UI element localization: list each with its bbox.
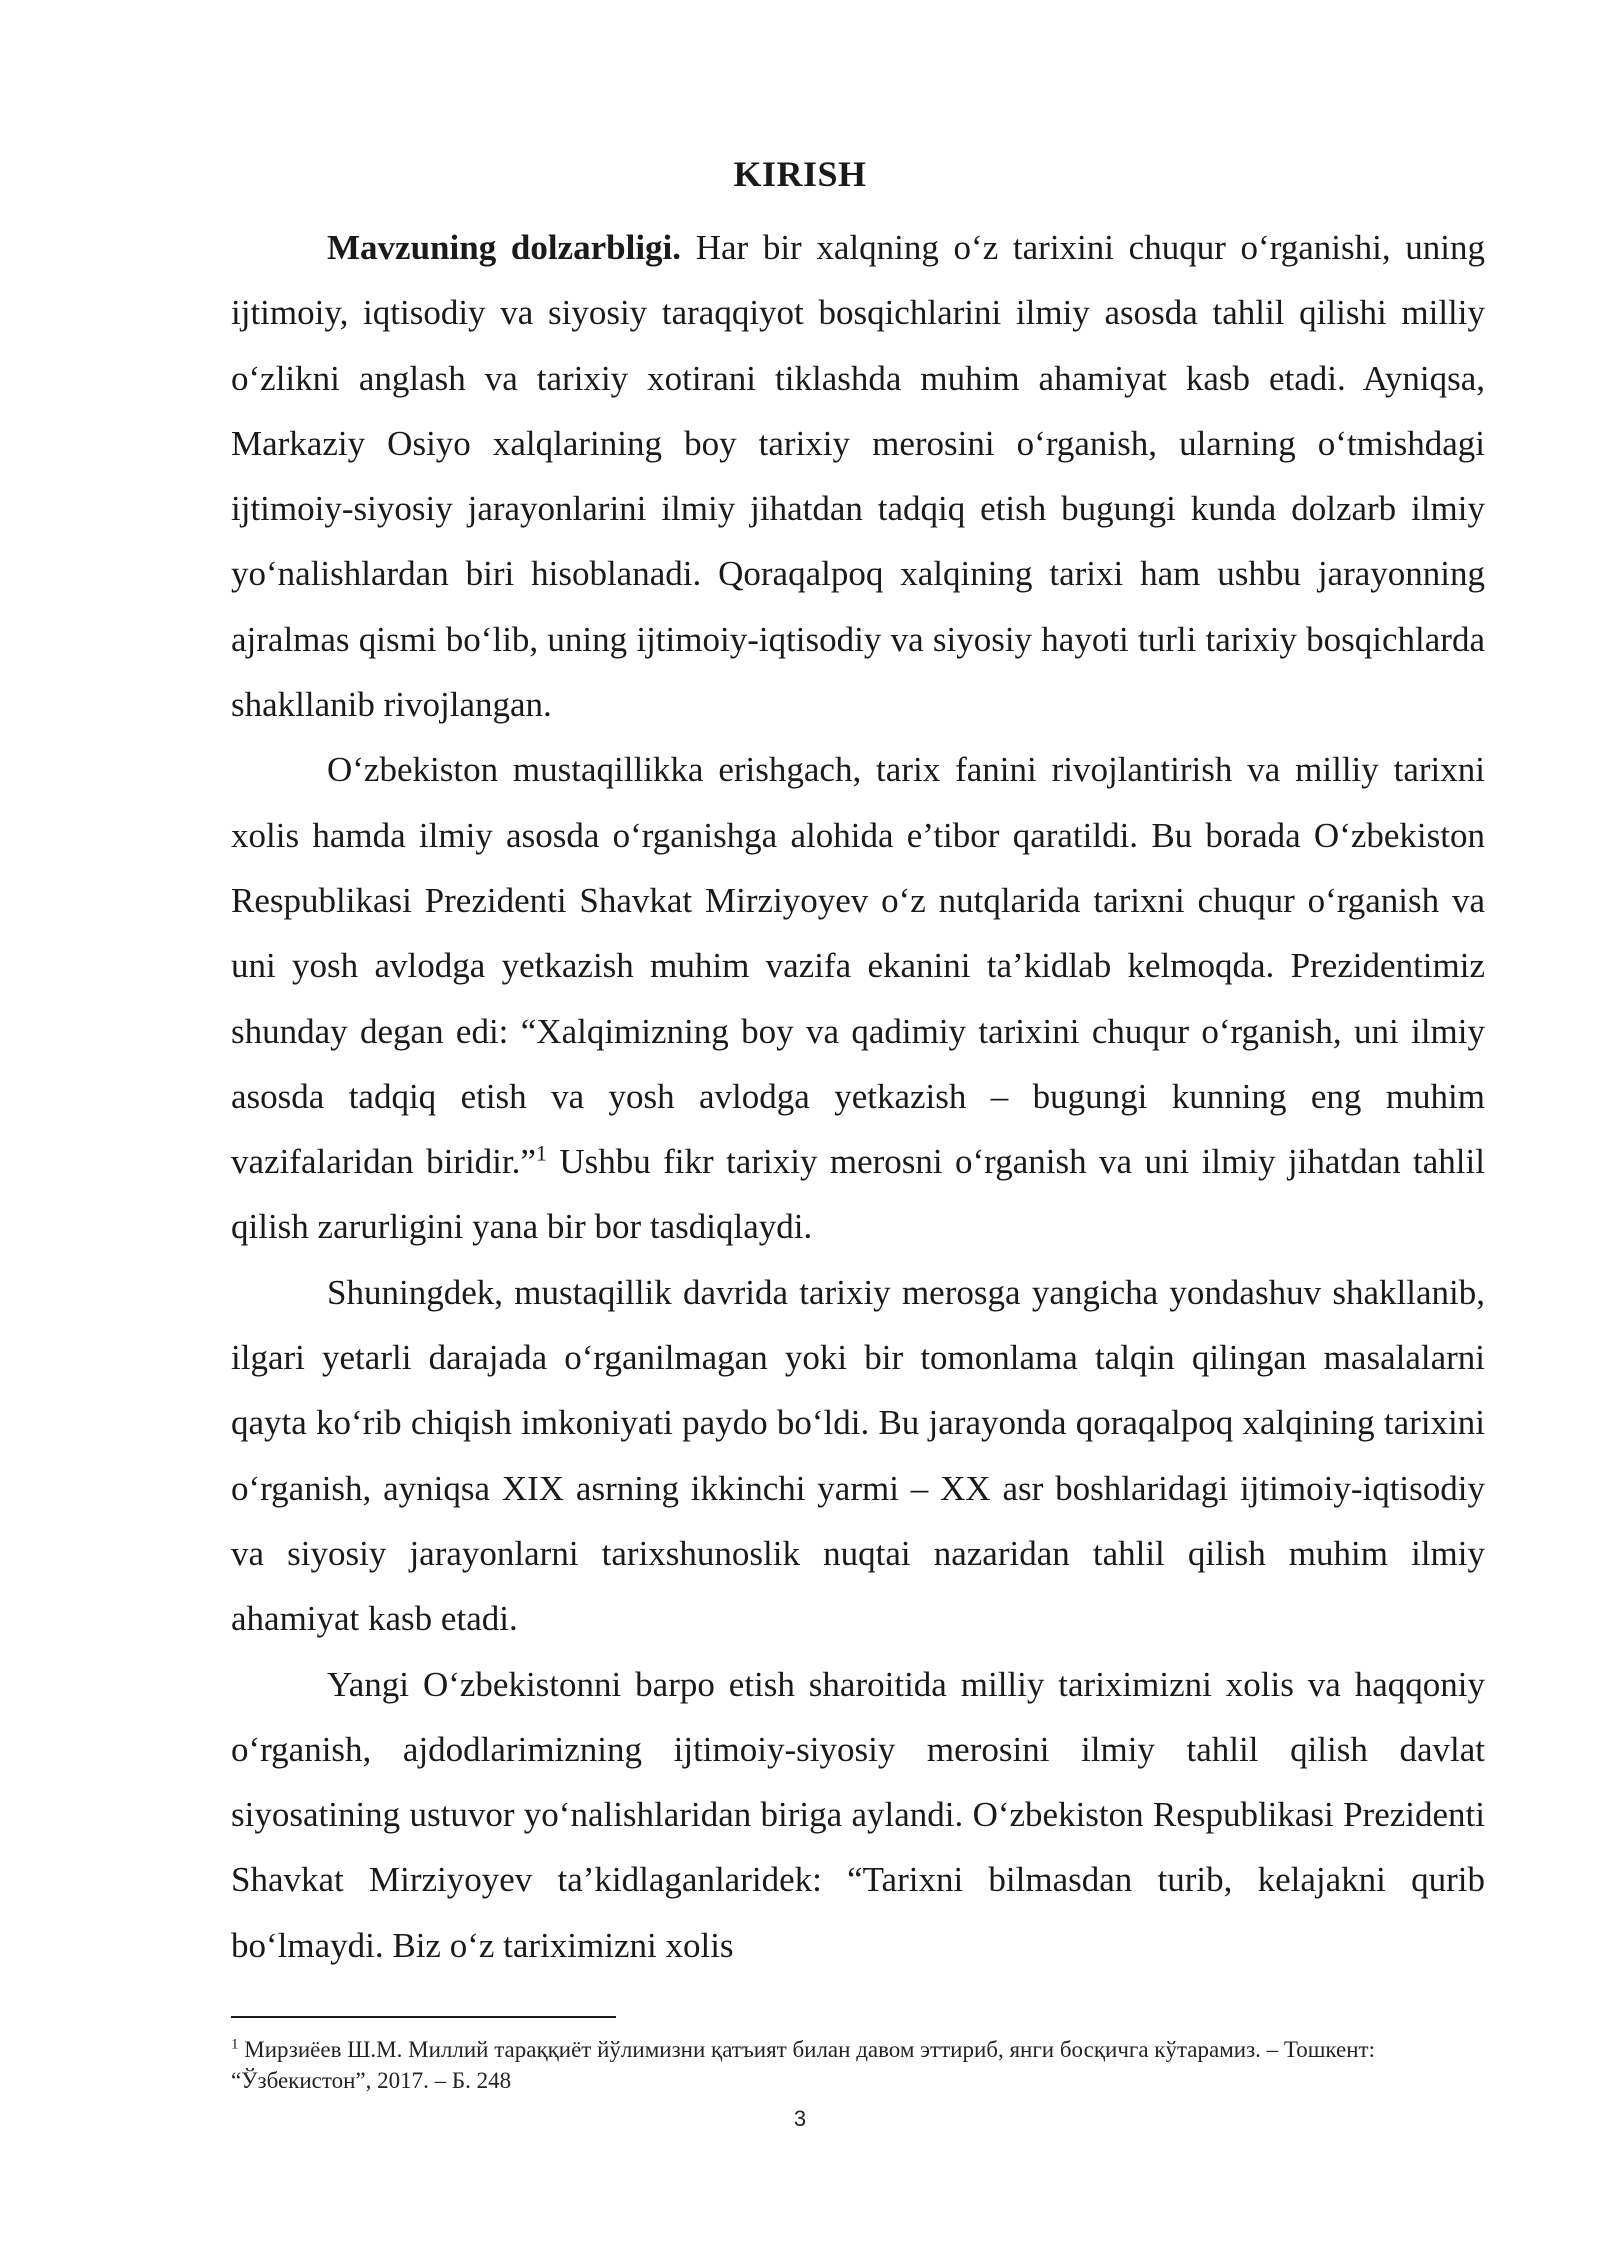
- paragraph-lead: Mavzuning dolzarbligi.: [327, 228, 682, 267]
- paragraph-text: Har bir xalqning o‘z tarixini chuqur o‘rganishi, uning ijtimoiy, iqtisodiy va siyosiy taraqqiyot bosqichlarini ilmiy asosda tahlil qilishi milliy o‘zlikni anglash va tarixiy xotirani tiklashda muhim ahamiyat kasb etadi. Ayniqsa, Markaziy Osiyo xalqlarining boy tarixiy merosini o‘rganish, ularning o‘tmishdagi ijtimoiy-siyosiy jarayonlarini ilmiy jihatdan tadqiq etish bugungi kunda dolzarb ilmiy yo‘nalishlardan biri hisoblanadi. Qoraqalpoq xalqining tarixi ham ushbu jarayonning ajralmas qismi bo‘lib, uning ijtimoiy-iqtisodiy va siyosiy hayoti turli tarixiy bosqichlarda shakllanib rivojlangan.: [231, 228, 1485, 725]
- footnote-separator: [231, 2016, 616, 2018]
- body-text: [231, 215, 1485, 1978]
- paragraph-text: Ushbu fikr tarixiy merosni o‘rganish va uni ilmiy jihatdan tahlil qilish zarurligini yana bir bor tasdiqlaydi.: [231, 1142, 1485, 1247]
- paragraph-1: [231, 215, 1485, 737]
- paragraph-3: [231, 1260, 1485, 1652]
- footnote-reference[interactable]: 1: [535, 1140, 547, 1166]
- paragraph-text: Shuningdek, mustaqillik davrida tarixiy merosga yangicha yondashuv shakllanib, ilgari yetarli darajada o‘rganilmagan yoki bir tomonlama talqin qilingan masalalarni qayta ko‘rib chiqish imkoniyati paydo bo‘ldi. Bu jarayonda qoraqalpoq xalqining tarixini o‘rganish, ayniqsa XIX asrning ikkinchi yarmi – XX asr boshlaridagi ijtimoiy-iqtisodiy va siyosiy jarayonlarni tarixshunoslik nuqtai nazaridan tahlil qilish muhim ilmiy ahamiyat kasb etadi.: [231, 1272, 1485, 1639]
- page-heading: KIRISH: [733, 154, 867, 194]
- paragraph-text: Yangi O‘zbekistonni barpo etish sharoitida milliy tariximizni xolis va haqqoniy o‘rganish, ajdodlarimizning ijtimoiy-siyosiy merosini ilmiy tahlil qilish davlat siyosatining ustuvor yo‘nalishlaridan biriga aylandi. O‘zbekiston Respublikasi Prezidenti Shavkat Mirziyoyev ta’kidlaganlaridek: “Tarixni bilmasdan turib, kelajakni qurib bo‘lmaydi. Biz o‘z tariximizni xolis: [231, 1664, 1485, 1965]
- footnote: [231, 2034, 1485, 2096]
- paragraph-text: O‘zbekiston mustaqillikka erishgach, tarix fanini rivojlantirish va milliy tarixni xolis hamda ilmiy asosda o‘rganishga alohida e’tibor qaratildi. Bu borada O‘zbekiston Respublikasi Prezidenti Shavkat Mirziyoyev o‘z nutqlarida tarixni chuqur o‘rganish va uni yosh avlodga yetkazish muhim vazifa ekanini ta’kidlab kelmoqda. Prezidentimiz shunday degan edi: “Xalqimizning boy va qadimiy tarixini chuqur o‘rganish, uni ilmiy asosda tadqiq etish va yosh avlodga yetkazish – bugungi kunning eng muhim vazifalaridan biridir.”: [231, 750, 1485, 1182]
- page-number: 3: [793, 2106, 807, 2131]
- footnote-number: 1: [231, 2036, 239, 2053]
- paragraph-4: [231, 1652, 1485, 1978]
- paragraph-2: [231, 737, 1485, 1259]
- footnote-text: Мирзиёев Ш.М. Миллий тараққиёт йўлимизни қатъият билан давом эттириб, янги босқичга кўтарамиз. – Тошкент: “Ўзбекистон”, 2017. – Б. 248: [231, 2037, 1375, 2093]
